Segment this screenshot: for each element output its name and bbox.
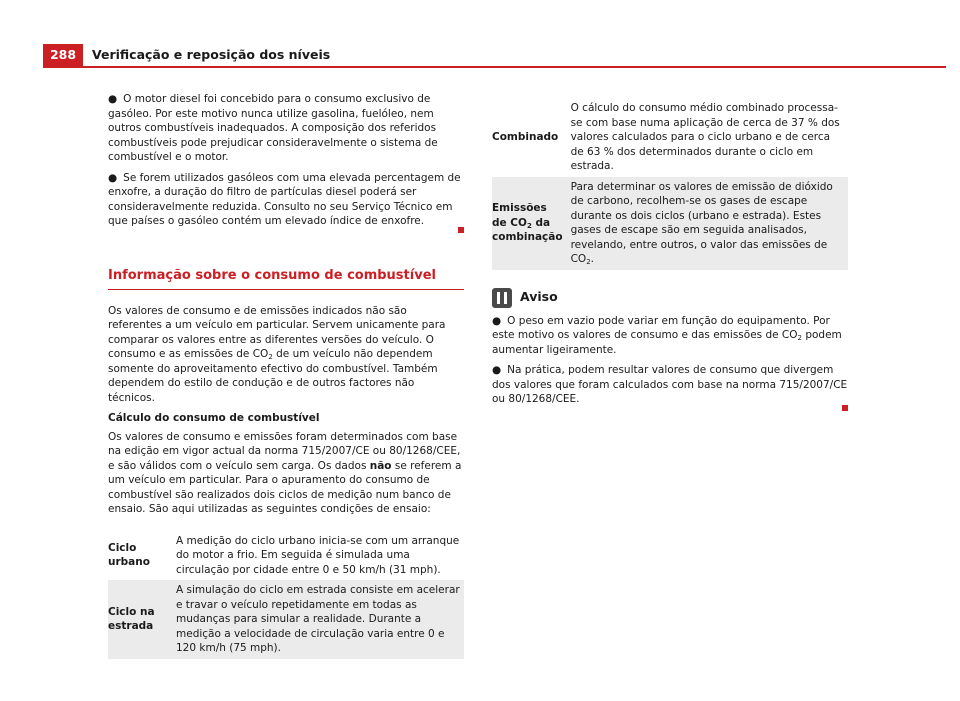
intro-paragraph: Os valores de consumo e de emissões indicados não são referentes a um veículo em particular. Servem unicamente para comparar os valores entre as diferentes versões do veículo. O consumo e as emissões de $CO_2$ de um veículo não dependem somente do aproveitamento efectivo do combustível. Também dependem do estilo de condução e de outros factores não técnicos.: [108, 304, 446, 404]
bullet-icon: ●: [108, 93, 118, 105]
page-header-title: Verificação e reposição dos níveis: [92, 47, 331, 62]
right-column: [492, 92, 848, 411]
table-term: Ciclo urbano: [108, 541, 150, 569]
bullet-icon: ●: [492, 314, 502, 327]
list-item: ● Se forem utilizados gasóleos com uma elevada percentagem de enxofre, a duração do filtro de partículas diesel poderá ser consideravelmente reduzida. Consulto no seu Serviço Técnico em que países o gasóleo contém um elevado índice de enxofre.: [108, 171, 461, 227]
left-column: [108, 92, 464, 659]
combined-table: [492, 98, 848, 270]
table-row: [108, 580, 464, 659]
bullet-icon: ●: [492, 364, 502, 376]
header-divider: [43, 66, 946, 68]
bullet-icon: ●: [108, 171, 118, 184]
table-row: [492, 177, 848, 270]
list-item: ● O peso em vazio pode variar em função do equipamento. Por este motivo os valores de consumo e das emissões de $CO_2$ podem aumentar ligeiramente.: [492, 314, 842, 356]
table-desc: Para determinar os valores de emissão de dióxido de carbono, recolhem-se os gases de escape durante os dois ciclos (urbano e estrada). Estes gases de escape são em seguida analisados, revelando, entre outros, o valor das emissões de $CO_2$.: [567, 177, 848, 270]
table-desc: A simulação do ciclo em estrada consiste em acelerar e travar o veículo repetidamente em todas as mudanças para simular a realidade. Durante a medição a velocidade de circulação varia entre 0 e 120 km/h (75 mph).: [172, 580, 464, 659]
table-term: Combinado: [492, 131, 559, 143]
list-item: ● Na prática, podem resultar valores de consumo que divergem dos valores que foram calculados com base na norma 715/2007/CE ou 80/1268/CEE.: [492, 364, 848, 405]
table-desc: O cálculo do consumo médio combinado processa-se com base numa aplicação de cerca de 37 % dos valores calculados para o ciclo urbano e de cerca de 63 % dos determinados durante o ciclo em estrada.: [570, 102, 840, 172]
table-term: Emissões de $CO_2$ da combinação: [492, 177, 567, 270]
table-desc: A medição do ciclo urbano inicia-se com um arranque do motor a frio. Em seguida é simulada uma circulação por cidade entre 0 e 50 km/h (31 mph).: [176, 534, 460, 576]
section-title: Informação sobre o consumo de combustível: [108, 267, 464, 290]
test-cycles-table: [108, 531, 464, 659]
table-row: [492, 98, 848, 177]
table-term: Ciclo na estrada: [108, 580, 172, 659]
subheading: Cálculo do consumo de combustível: [108, 412, 320, 424]
table-row: [108, 531, 464, 581]
list-item: ● O motor diesel foi concebido para o consumo exclusivo de gasóleo. Por este motivo nunca utilize gasolina, fuelóleo, nem outros combustíveis inadequados. A composição dos referidos combustíveis pode prejudicar consideravelmente o sistema de combustível e o motor.: [108, 93, 438, 163]
note-title: Aviso: [520, 289, 558, 305]
note-heading: [492, 288, 848, 308]
note-icon: [492, 288, 512, 308]
calc-paragraph: Os valores de consumo e emissões foram determinados com base na edição em vigor actual da norma 715/2007/CE ou 80/1268/CEE, e são válidos com o veículo sem carga. Os dados não se referem a um veículo em particular. Para o apuramento do consumo de combustível são realizados dois ciclos de medição num banco de ensaio. São aqui utilizadas as seguintes condições de ensaio:: [108, 430, 462, 515]
page-number: 288: [43, 44, 83, 66]
